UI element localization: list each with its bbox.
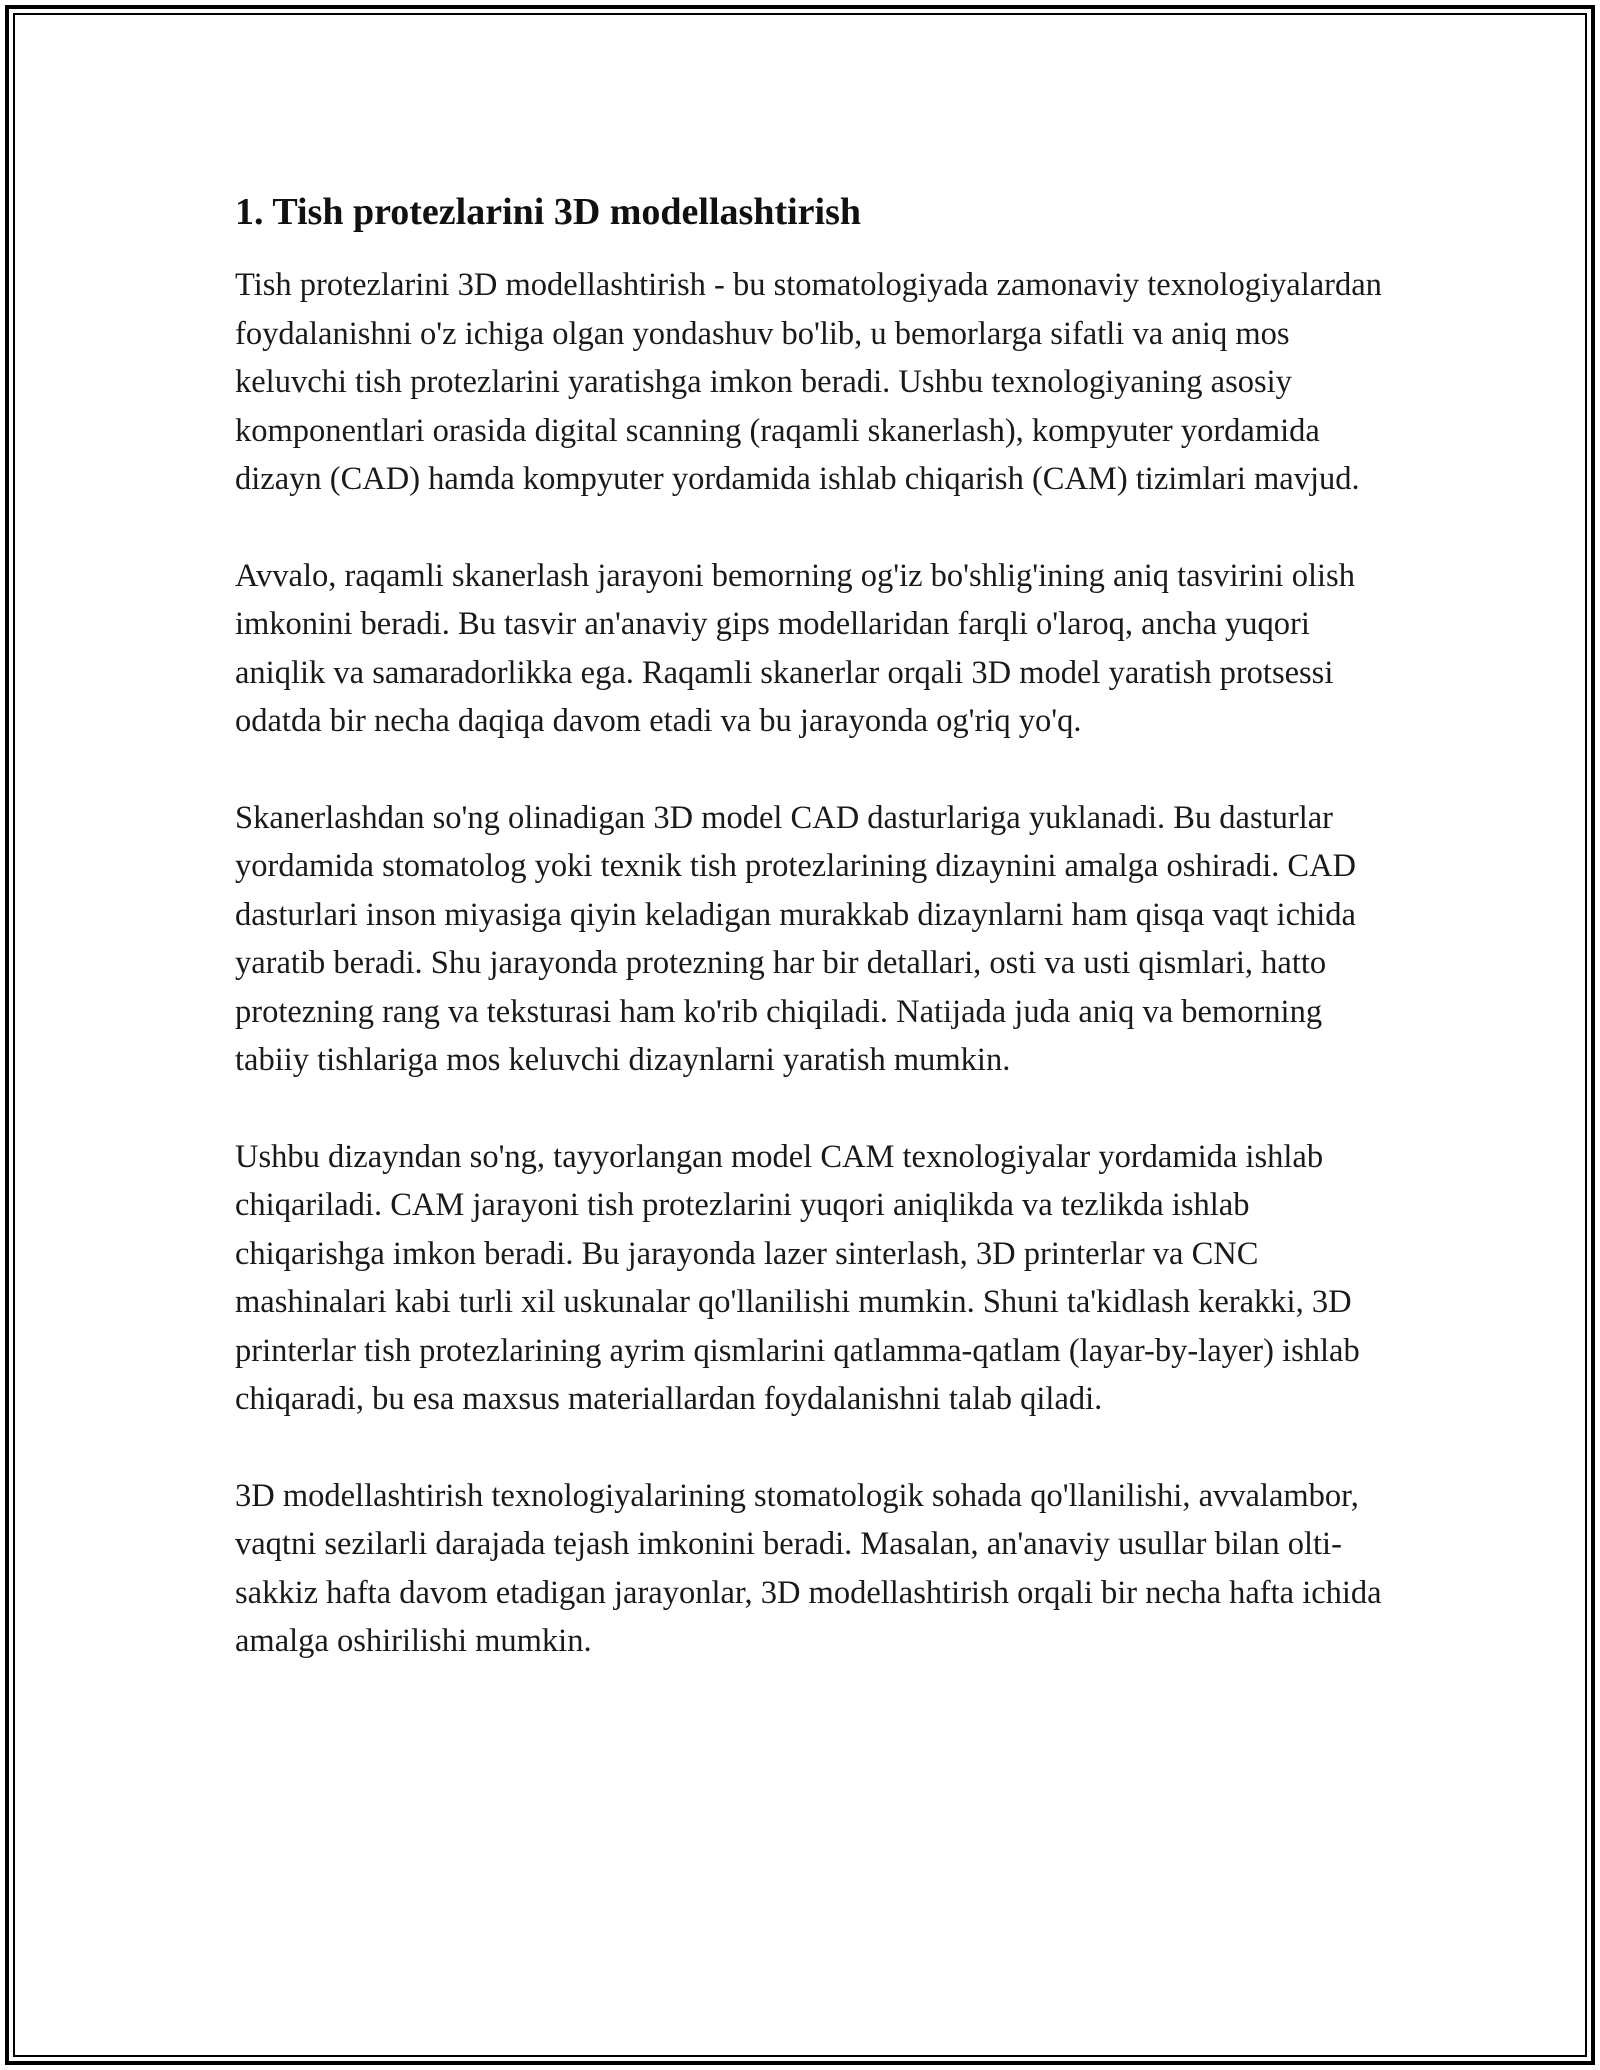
paragraph-5: 3D modellashtirish texnologiyalarining stomatologik sohada qo'llanilishi, avvalambor, vaqtni sezilarli darajada tejash imkonini beradi. Masalan, an'anaviy usullar bilan olti-sakkiz hafta davom etadigan jarayonlar, 3D modellashtirish orqali bir necha hafta ichida amalga oshirilishi mumkin. (235, 1477, 1382, 1659)
paragraph-4: Ushbu dizayndan so'ng, tayyorlangan model CAM texnologiyalar yordamida ishlab chiqariladi. CAM jarayoni tish protezlarini yuqori aniqlikda va tezlikda ishlab chiqarishga imkon beradi. Bu jarayonda lazer sinterlash, 3D printerlar va CNC mashinalari kabi turli xil uskunalar qo'llanilishi mumkin. Shuni ta'kidlash kerakki, 3D printerlar tish protezlarining ayrim qismlarini qatlamma-qatlam (layar-by-layer) ishlab chiqaradi, bu esa maxsus materiallardan foydalanishni talab qiladi. (235, 1138, 1360, 1417)
document-body (235, 185, 1385, 1666)
paragraph-2: Avvalo, raqamli skanerlash jarayoni bemorning og'iz bo'shlig'ining aniq tasvirini olish imkonini beradi. Bu tasvir an'anaviy gips modellaridan farqli o'laroq, ancha yuqori aniqlik va samaradorlikka ega. Raqamli skanerlar orqali 3D model yaratish protsessi odatda bir necha daqiqa davom etadi va bu jarayonda og'riq yo'q. (235, 557, 1355, 739)
paragraph-1: Tish protezlarini 3D modellashtirish - bu stomatologiyada zamonaviy texnologiyalardan foydalanishni o'z ichiga olgan yondashuv bo'lib, u bemorlarga sifatli va aniq mos keluvchi tish protezlarini yaratishga imkon beradi. Ushbu texnologiyaning asosiy komponentlari orasida digital scanning (raqamli skanerlash), kompyuter yordamida dizayn (CAD) hamda kompyuter yordamida ishlab chiqarish (CAM) tizimlari mavjud. (235, 267, 1382, 497)
section-heading: 1. Tish protezlarini 3D modellashtirish (235, 191, 862, 233)
paragraph-3: Skanerlashdan so'ng olinadigan 3D model CAD dasturlariga yuklanadi. Bu dasturlar yordamida stomatolog yoki texnik tish protezlarining dizaynini amalga oshiradi. CAD dasturlari inson miyasiga qiyin keladigan murakkab dizaynlarni ham qisqa vaqt ichida yaratib beradi. Shu jarayonda protezning har bir detallari, osti va usti qismlari, hatto protezning rang va teksturasi ham ko'rib chiqiladi. Natijada juda aniq va bemorning tabiiy tishlariga mos keluvchi dizaynlarni yaratish mumkin. (235, 799, 1357, 1078)
